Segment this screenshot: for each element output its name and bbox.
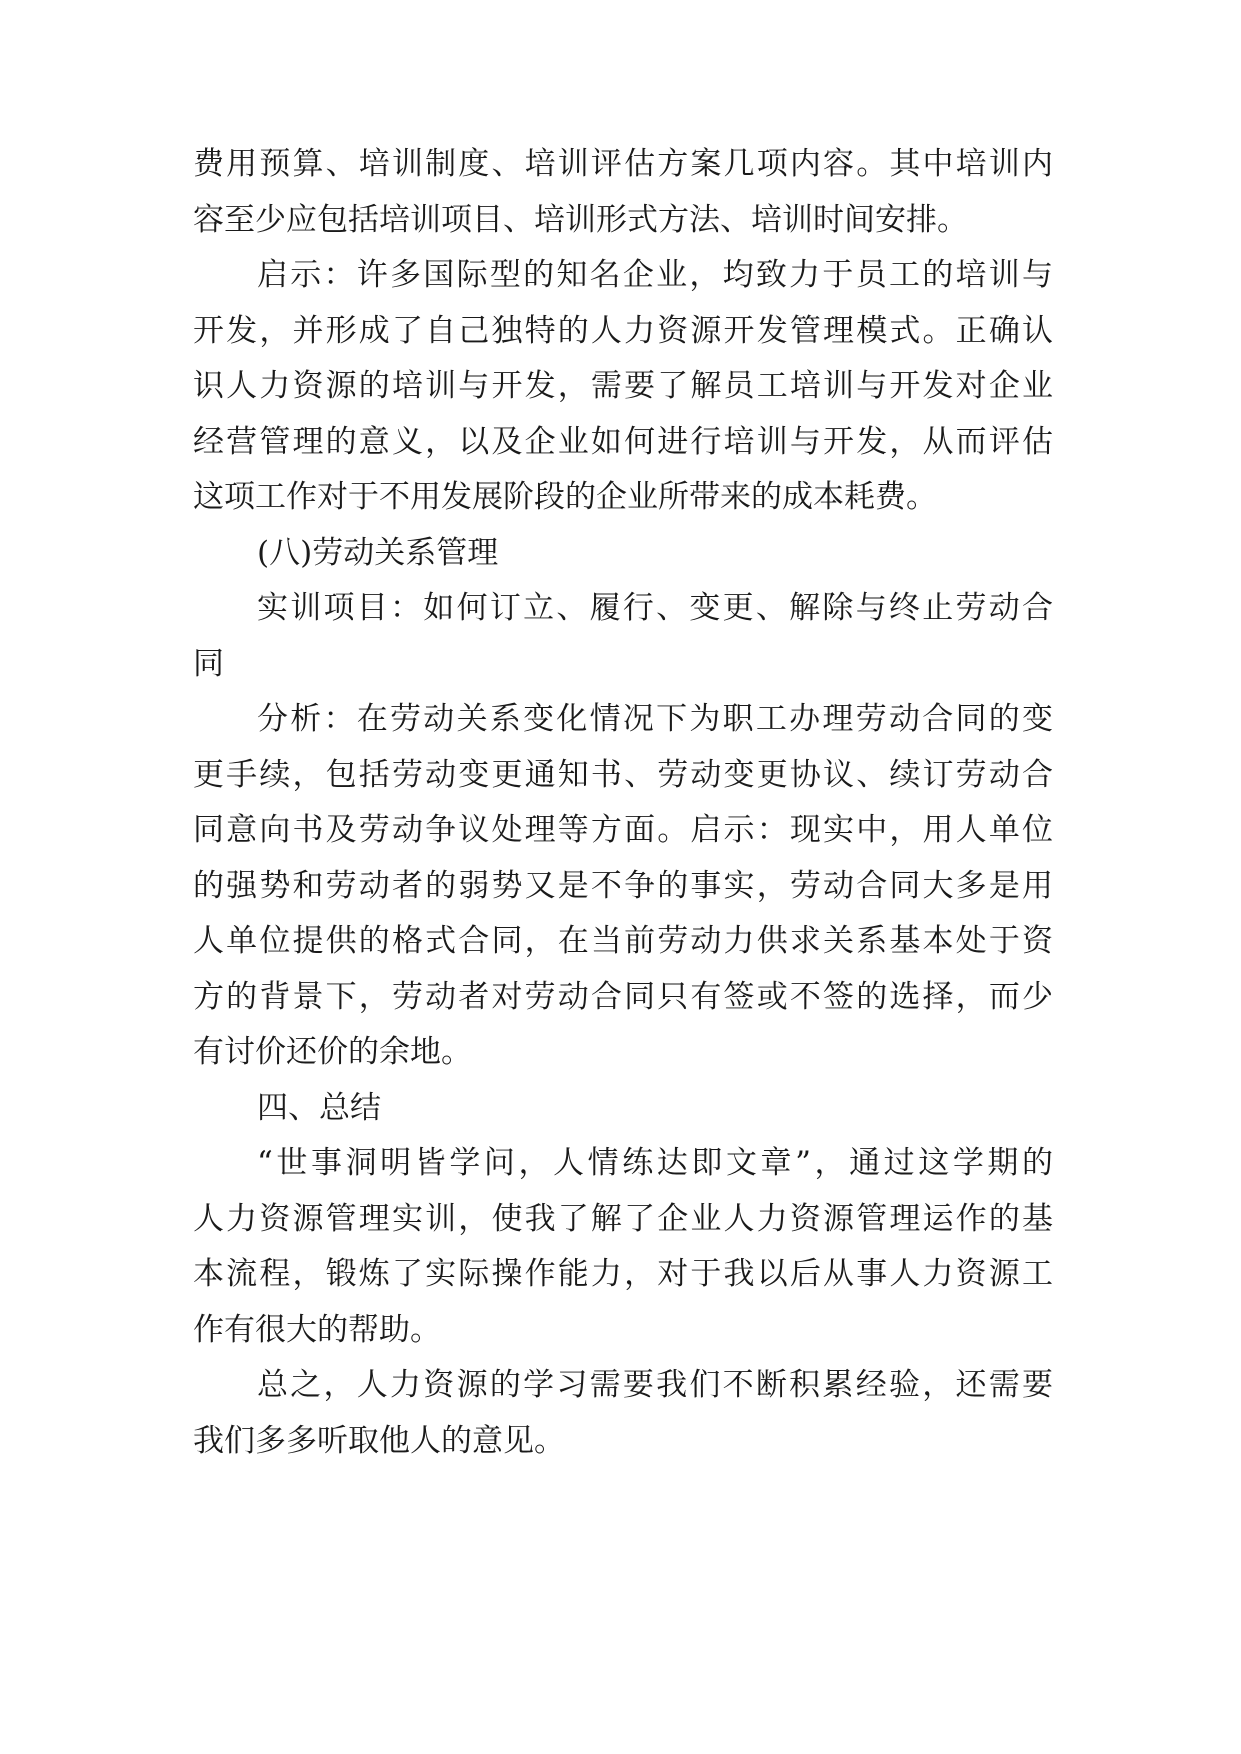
document-page — [193, 0, 1053, 1754]
text-line: 的强势和劳动者的弱势又是不争的事实，劳动合同大多是用 — [193, 868, 1053, 904]
text-line: 这项工作对于不用发展阶段的企业所带来的成本耗费。 — [193, 479, 937, 515]
text-line: 本流程，锻炼了实际操作能力，对于我以后从事人力资源工 — [193, 1256, 1053, 1292]
text-line: 同意向书及劳动争议处理等方面。启示：现实中，用人单位 — [193, 812, 1053, 848]
text-line: 实训项目：如何订立、履行、变更、解除与终止劳动合 — [257, 590, 1053, 626]
text-line: “世事洞明皆学问，人情练达即文章”，通过这学期的 — [257, 1145, 1053, 1181]
text-line: 方的背景下，劳动者对劳动合同只有签或不签的选择，而少 — [193, 979, 1053, 1015]
text-line: 容至少应包括培训项目、培训形式方法、培训时间安排。 — [193, 202, 968, 238]
text-line: 更手续，包括劳动变更通知书、劳动变更协议、续订劳动合 — [193, 757, 1053, 793]
text-line: 人力资源管理实训，使我了解了企业人力资源管理运作的基 — [193, 1201, 1053, 1237]
text-line: 人单位提供的格式合同，在当前劳动力供求关系基本处于资 — [193, 923, 1053, 959]
text-line: 总之，人力资源的学习需要我们不断积累经验，还需要 — [257, 1367, 1053, 1403]
text-line: 费用预算、培训制度、培训评估方案几项内容。其中培训内 — [193, 146, 1053, 182]
section-heading: (八)劳动关系管理 — [257, 535, 499, 571]
text-line: 同 — [193, 646, 224, 682]
section-heading: 四、总结 — [257, 1090, 381, 1126]
text-line: 作有很大的帮助。 — [193, 1312, 441, 1348]
text-line: 分析：在劳动关系变化情况下为职工办理劳动合同的变 — [257, 701, 1053, 737]
text-line: 启示：许多国际型的知名企业，均致力于员工的培训与 — [257, 257, 1053, 293]
text-line: 经营管理的意义，以及企业如何进行培训与开发，从而评估 — [193, 424, 1053, 460]
text-line: 识人力资源的培训与开发，需要了解员工培训与开发对企业 — [193, 368, 1053, 404]
text-line: 我们多多听取他人的意见。 — [193, 1423, 565, 1459]
text-line: 开发，并形成了自己独特的人力资源开发管理模式。正确认 — [193, 313, 1053, 349]
text-line: 有讨价还价的余地。 — [193, 1034, 472, 1070]
